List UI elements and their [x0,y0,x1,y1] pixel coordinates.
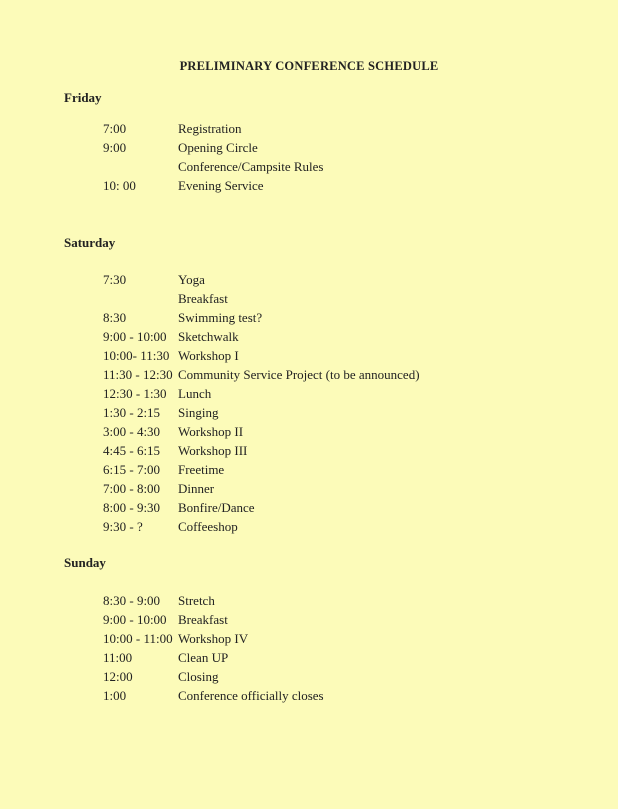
row-event: Swimming test? [178,310,263,325]
row-time: 10:00 - 11:00 [103,631,173,646]
schedule-row [103,308,583,327]
schedule-row [103,629,583,648]
row-time: 11:00 [103,650,133,665]
day-heading-friday: Friday [64,90,102,105]
row-event: Closing [178,669,219,684]
row-event: Singing [178,405,219,420]
schedule-row [103,648,583,667]
row-event: Yoga [178,272,205,287]
row-time: 8:30 - 9:00 [103,593,161,608]
row-event: Community Service Project (to be announced) [178,367,420,382]
schedule-row [103,591,583,610]
row-event: Opening Circle [178,140,258,155]
day-heading-saturday: Saturday [64,235,116,250]
row-event: Lunch [178,386,212,401]
row-time: 6:15 - 7:00 [103,462,161,477]
row-time: 1:30 - 2:15 [103,405,161,420]
row-event: Breakfast [178,291,228,306]
schedule-row [103,422,583,441]
schedule-row [103,365,583,384]
row-time: 10:00- 11:30 [103,348,170,363]
row-time: 9:00 - 10:00 [103,329,167,344]
row-time: 10: 00 [103,178,136,193]
row-time: 7:30 [103,272,127,287]
schedule-row [103,119,583,138]
row-event: Evening Service [178,178,264,193]
row-event: Conference/Campsite Rules [178,159,324,174]
row-time: 12:30 - 1:30 [103,386,167,401]
page-title: PRELIMINARY CONFERENCE SCHEDULE [179,59,439,73]
schedule-row [103,138,583,157]
row-event: Workshop I [178,348,239,363]
schedule-row [103,667,583,686]
row-time: 1:00 [103,688,127,703]
row-time: 9:00 - 10:00 [103,612,167,627]
row-time: 7:00 - 8:00 [103,481,161,496]
row-event: Registration [178,121,242,136]
row-time: 7:00 [103,121,127,136]
row-event: Workshop IV [178,631,249,646]
row-event: Freetime [178,462,225,477]
row-time: 3:00 - 4:30 [103,424,161,439]
schedule-row [103,157,583,176]
schedule-row [103,686,583,705]
row-event: Workshop III [178,443,248,458]
schedule-row [103,346,583,365]
row-event: Clean UP [178,650,229,665]
row-event: Breakfast [178,612,228,627]
schedule-row [103,327,583,346]
schedule-row [103,403,583,422]
row-time: 4:45 - 6:15 [103,443,161,458]
row-event: Coffeeshop [178,519,238,534]
schedule-row [103,498,583,517]
row-event: Dinner [178,481,215,496]
schedule-row [103,610,583,629]
schedule-row [103,384,583,403]
schedule-row [103,479,583,498]
schedule-row [103,460,583,479]
row-time: 8:30 [103,310,127,325]
row-event: Stretch [178,593,215,608]
schedule-row [103,176,583,195]
row-event: Sketchwalk [178,329,239,344]
row-time: 9:30 - ? [103,519,143,534]
row-event: Bonfire/Dance [178,500,255,515]
row-event: Workshop II [178,424,244,439]
row-time: 11:30 - 12:30 [103,367,173,382]
row-event: Conference officially closes [178,688,324,703]
row-time: 12:00 [103,669,133,684]
schedule-row [103,441,583,460]
schedule-row [103,289,583,308]
schedule-row [103,517,583,536]
day-heading-sunday: Sunday [64,555,106,570]
row-time: 8:00 - 9:30 [103,500,161,515]
row-time: 9:00 [103,140,127,155]
schedule-row [103,270,583,289]
